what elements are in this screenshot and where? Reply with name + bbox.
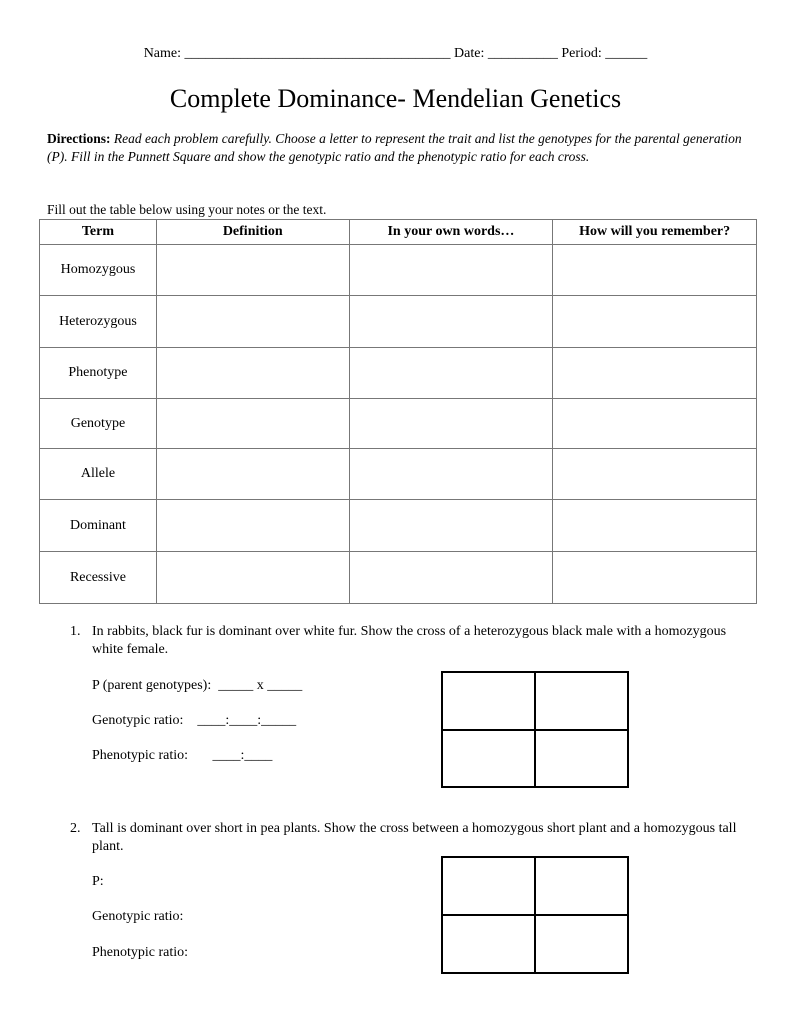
remember-cell[interactable] (553, 296, 757, 348)
definition-cell[interactable] (156, 552, 349, 604)
problem-2-text: Tall is dominant over short in pea plants. Show the cross between a homozygous short plant and a homozygous tall plant. (92, 821, 737, 854)
table-row (40, 399, 757, 449)
problem-1-parent-genotypes[interactable]: P (parent genotypes): _____ x _____ (92, 678, 303, 693)
problem-1-text: In rabbits, black fur is dominant over white fur. Show the cross of a heterozygous black male with a homozygous white female. (92, 624, 727, 657)
table-header-row (40, 220, 757, 245)
definition-cell[interactable] (156, 500, 349, 552)
page-title: Complete Dominance- Mendelian Genetics (169, 84, 622, 113)
header-remember: How will you remember? (553, 220, 757, 245)
problem-2-number: 2. (70, 821, 81, 836)
date-label: Date: (454, 46, 485, 61)
punnett-cell[interactable] (442, 672, 535, 730)
problem-2-genotypic-ratio[interactable]: Genotypic ratio: (92, 909, 184, 924)
own-words-cell[interactable] (349, 552, 553, 604)
term-cell: Allele (40, 449, 157, 500)
remember-cell[interactable] (553, 245, 757, 296)
name-label: Name: (143, 46, 182, 61)
vocabulary-table (39, 219, 757, 604)
table-instruction: Fill out the table below using your notes or the text. (47, 202, 327, 217)
problem-2-phenotypic-ratio[interactable]: Phenotypic ratio: (92, 945, 189, 960)
name-blank[interactable]: ______________________________________ (184, 46, 451, 61)
term-cell: Dominant (40, 500, 157, 552)
remember-cell[interactable] (553, 399, 757, 449)
term-cell: Heterozygous (40, 296, 157, 348)
punnett-cell[interactable] (535, 915, 628, 973)
own-words-cell[interactable] (349, 449, 553, 500)
problem-2-parent-genotypes[interactable]: P: (92, 874, 104, 889)
term-cell: Phenotype (40, 348, 157, 399)
table-row (40, 449, 757, 500)
own-words-cell[interactable] (349, 399, 553, 449)
definition-cell[interactable] (156, 449, 349, 500)
problem-1-number: 1. (70, 624, 81, 639)
own-words-cell[interactable] (349, 500, 553, 552)
directions-label: Directions: (47, 131, 111, 146)
header-own-words: In your own words… (349, 220, 553, 245)
definition-cell[interactable] (156, 399, 349, 449)
table-row (40, 500, 757, 552)
header-definition: Definition (156, 220, 349, 245)
remember-cell[interactable] (553, 449, 757, 500)
remember-cell[interactable] (553, 552, 757, 604)
own-words-cell[interactable] (349, 348, 553, 399)
directions-text: Read each problem carefully. Choose a letter to represent the trait and list the genotypes for the parental generation (P). Fill in the Punnett Square and show the genotypic ratio and the phenotypic ratio for each cross. (47, 131, 742, 164)
table-row (40, 552, 757, 604)
header-term: Term (40, 220, 157, 245)
table-row (40, 296, 757, 348)
punnett-cell[interactable] (442, 730, 535, 788)
punnett-cell[interactable] (442, 857, 535, 915)
punnett-cell[interactable] (535, 730, 628, 788)
problem-1-genotypic-ratio[interactable]: Genotypic ratio: ____:____:_____ (92, 713, 297, 728)
own-words-cell[interactable] (349, 296, 553, 348)
period-label: Period: (561, 46, 602, 61)
period-blank[interactable]: ______ (605, 46, 648, 61)
date-blank[interactable]: __________ (487, 46, 558, 61)
punnett-cell[interactable] (442, 915, 535, 973)
definition-cell[interactable] (156, 348, 349, 399)
directions (47, 130, 747, 165)
problem-2-punnett-square (441, 856, 629, 974)
problem-1-phenotypic-ratio[interactable]: Phenotypic ratio: ____:____ (92, 748, 273, 763)
term-cell: Genotype (40, 399, 157, 449)
punnett-cell[interactable] (535, 672, 628, 730)
remember-cell[interactable] (553, 348, 757, 399)
term-cell: Recessive (40, 552, 157, 604)
table-row (40, 348, 757, 399)
problem-1-punnett-square (441, 671, 629, 788)
own-words-cell[interactable] (349, 245, 553, 296)
table-row (40, 245, 757, 296)
term-cell: Homozygous (40, 245, 157, 296)
punnett-cell[interactable] (535, 857, 628, 915)
header-fields (0, 46, 791, 62)
definition-cell[interactable] (156, 245, 349, 296)
remember-cell[interactable] (553, 500, 757, 552)
definition-cell[interactable] (156, 296, 349, 348)
